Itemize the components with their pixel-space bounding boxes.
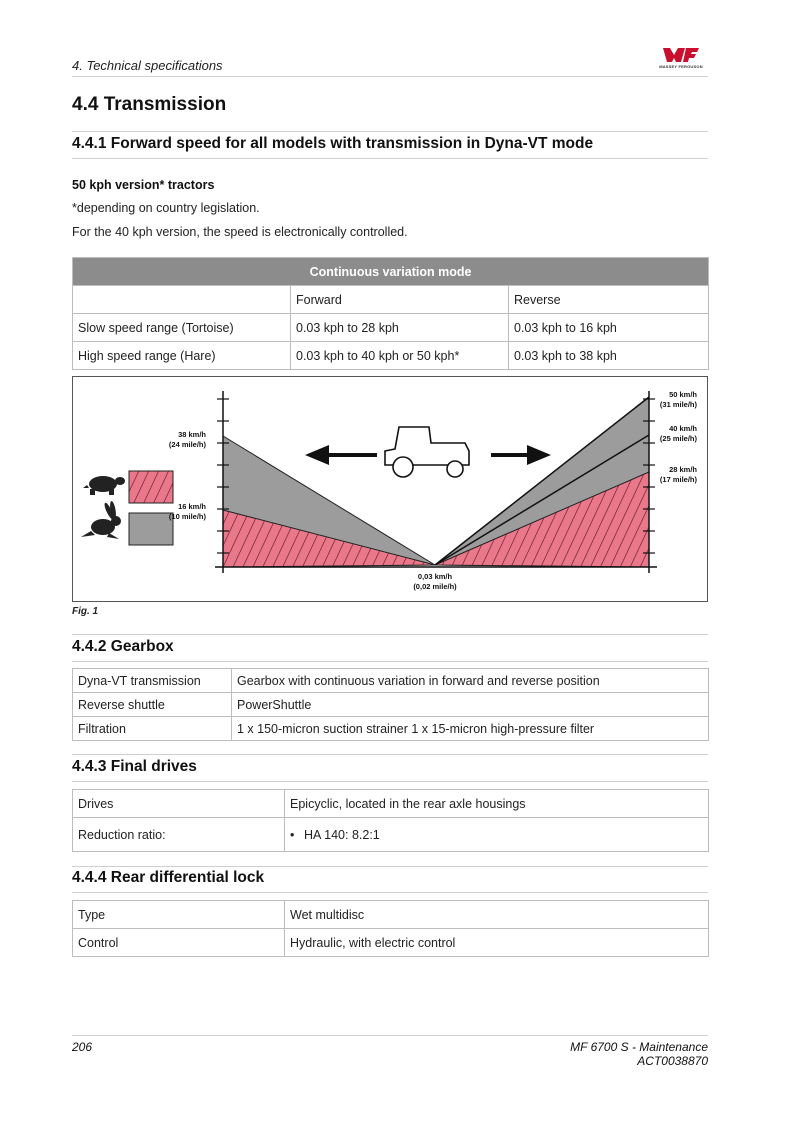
row-label: Dyna-VT transmission (73, 669, 232, 693)
bullet-icon: • (290, 827, 295, 842)
legend-tortoise-swatch (129, 471, 173, 503)
section-rule (72, 661, 708, 662)
section-rule (72, 781, 708, 782)
hare-icon (81, 501, 121, 539)
running-header: 4. Technical specifications (72, 58, 223, 73)
heading-4-4-2: 4.4.2 Gearbox (72, 638, 174, 655)
final-drives-table (72, 789, 709, 852)
label-forward-50: 50 km/h (669, 390, 697, 399)
gearbox-table (72, 668, 709, 741)
page-number: 206 (72, 1040, 93, 1054)
table-row (73, 790, 709, 818)
row-value: Wet multidisc (285, 901, 709, 929)
document-code: ACT0038870 (637, 1054, 708, 1068)
brand-logo (652, 46, 710, 72)
col-header-forward: Forward (291, 286, 509, 314)
footer-doc-info (570, 1040, 708, 1068)
table-row (73, 818, 709, 852)
row-label: Type (73, 901, 285, 929)
tractor-icon (385, 427, 469, 477)
section-rule (72, 754, 708, 755)
logo-text: MASSEY FERGUSON (659, 64, 703, 69)
table-row (73, 929, 709, 957)
legend-hare-swatch (129, 513, 173, 545)
continuous-variation-table (72, 257, 709, 370)
label-origin-mph: (0,02 mile/h) (413, 582, 457, 591)
forward-arrow-icon (491, 445, 551, 465)
label-forward-28: 28 km/h (669, 465, 697, 474)
label-reverse-low: 16 km/h (178, 502, 206, 511)
table-row (73, 901, 709, 929)
row-label: Reverse shuttle (73, 693, 232, 717)
section-rule (72, 158, 708, 159)
row-value: PowerShuttle (232, 693, 709, 717)
table-cell-empty (73, 286, 291, 314)
tortoise-icon (83, 476, 125, 495)
figure-caption: Fig. 1 (72, 606, 99, 617)
table-row (73, 669, 709, 693)
table-title: Continuous variation mode (73, 258, 709, 286)
subheading-50kph: 50 kph version* tractors (72, 178, 215, 192)
heading-4-4-3: 4.4.3 Final drives (72, 758, 197, 775)
table-row (73, 314, 709, 342)
legislation-note: *depending on country legislation. (72, 201, 260, 215)
row-label: Reduction ratio: (73, 818, 285, 852)
row-value: Hydraulic, with electric control (285, 929, 709, 957)
document-title: MF 6700 S - Maintenance (570, 1040, 708, 1054)
reduction-ratio-value: HA 140: 8.2:1 (304, 827, 380, 842)
forward-value: 0.03 kph to 28 kph (291, 314, 509, 342)
row-value: 1 x 150-micron suction strainer 1 x 15-micron high-pressure filter (232, 717, 709, 741)
section-rule (72, 866, 708, 867)
table-row (73, 342, 709, 370)
col-header-reverse: Reverse (509, 286, 709, 314)
section-rule (72, 131, 708, 132)
reverse-value: 0.03 kph to 16 kph (509, 314, 709, 342)
row-label: Slow speed range (Tortoise) (73, 314, 291, 342)
reverse-arrow-icon (305, 445, 377, 465)
label-origin: 0,03 km/h (417, 572, 453, 581)
label-forward-28-mph: (17 mile/h) (659, 475, 697, 484)
table-row (73, 693, 709, 717)
row-label: High speed range (Hare) (73, 342, 291, 370)
row-value: Gearbox with continuous variation in forward and reverse position (232, 669, 709, 693)
page-title: 4.4 Transmission (72, 94, 227, 115)
label-reverse-high: 38 km/h (178, 430, 206, 439)
forward-value: 0.03 kph to 40 kph or 50 kph* (291, 342, 509, 370)
row-value (285, 818, 709, 852)
heading-4-4-1: 4.4.1 Forward speed for all models with transmission in Dyna-VT mode (72, 135, 594, 152)
header-rule (72, 76, 708, 77)
speed-range-figure (72, 376, 708, 602)
section-rule (72, 892, 708, 893)
reverse-value: 0.03 kph to 38 kph (509, 342, 709, 370)
40kph-note: For the 40 kph version, the speed is electronically controlled. (72, 225, 408, 239)
label-reverse-high-mph: (24 mile/h) (168, 440, 206, 449)
footer-rule (72, 1035, 708, 1036)
section-rule (72, 634, 708, 635)
row-label: Filtration (73, 717, 232, 741)
heading-4-4-4: 4.4.4 Rear differential lock (72, 869, 265, 886)
label-reverse-low-mph: (10 mile/h) (168, 512, 206, 521)
row-label: Control (73, 929, 285, 957)
label-forward-40: 40 km/h (669, 424, 697, 433)
label-forward-50-mph: (31 mile/h) (659, 400, 697, 409)
row-value: Epicyclic, located in the rear axle housings (285, 790, 709, 818)
label-forward-40-mph: (25 mile/h) (659, 434, 697, 443)
table-row (73, 717, 709, 741)
row-label: Drives (73, 790, 285, 818)
rear-differential-lock-table (72, 900, 709, 957)
